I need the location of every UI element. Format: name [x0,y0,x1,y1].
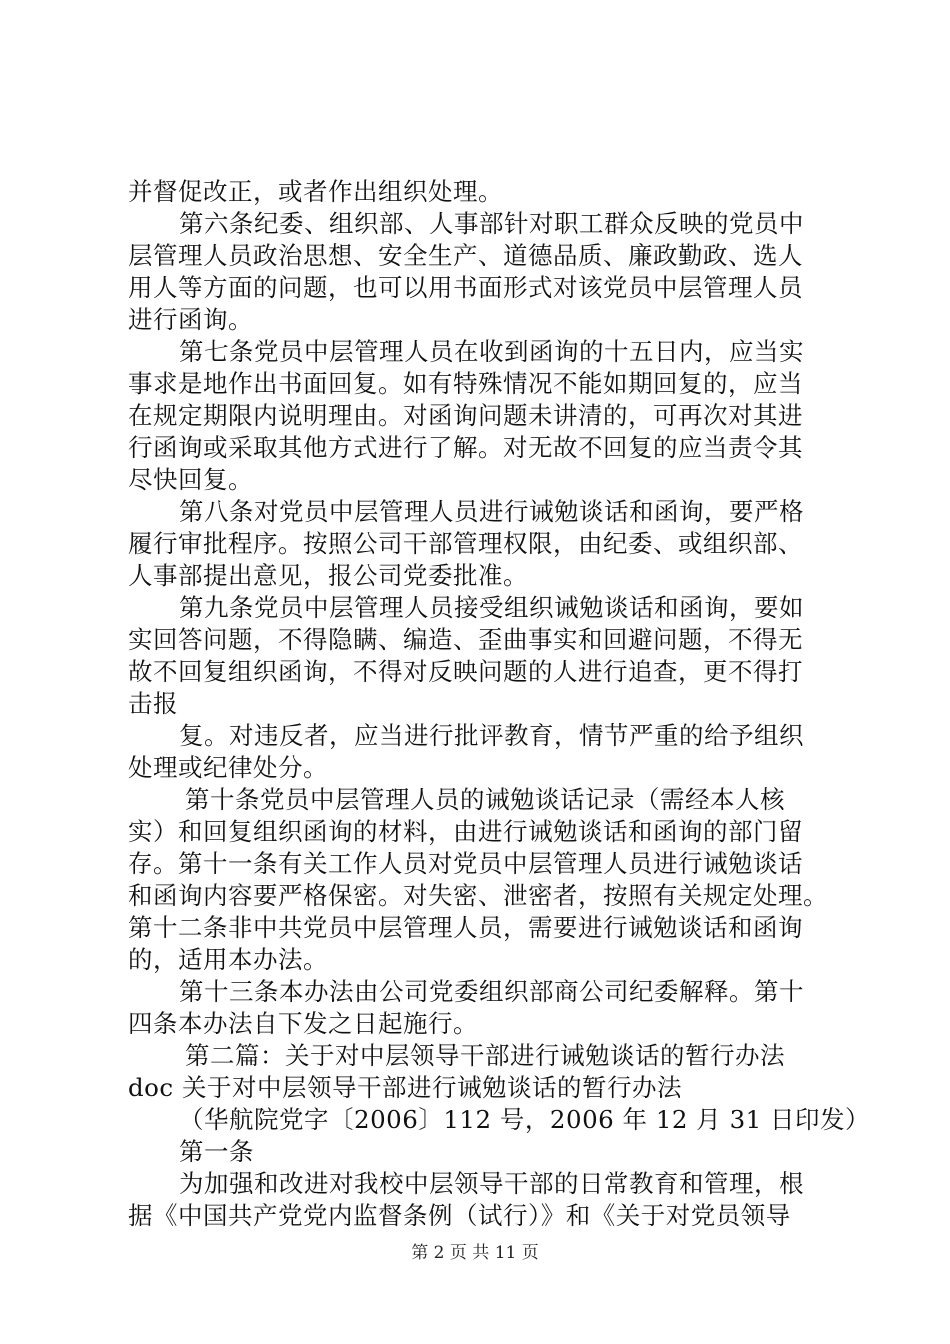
text-line: 层管理人员政治思想、安全生产、道德品质、廉政勤政、选人 [128,241,803,270]
text-line: 第八条对党员中层管理人员进行诫勉谈话和函询，要严格 [179,497,804,526]
text-line: 为加强和改进对我校中层领导干部的日常教育和管理，根 [179,1169,804,1198]
text-line: 在规定期限内说明理由。对函询问题未讲清的，可再次对其进 [128,401,803,430]
text-line: 第十二条非中共党员中层管理人员，需要进行诫勉谈话和函询 [128,913,803,942]
section-heading: 第二篇：关于对中层领导干部进行诫勉谈话的暂行办法 [185,1041,785,1070]
text-line: 并督促改正，或者作出组织处理。 [128,177,503,206]
text-line: 第七条党员中层管理人员在收到函询的十五日内，应当实 [179,337,804,366]
text-line: 人事部提出意见，报公司党委批准。 [128,561,528,590]
text-line: 存。第十一条有关工作人员对党员中层管理人员进行诫勉谈话 [128,849,803,878]
text-line: 用人等方面的问题，也可以用书面形式对该党员中层管理人员 [128,273,803,302]
text-line: 据《中国共产党党内监督条例（试行）》和《关于对党员领导 [128,1201,791,1230]
text-line: 故不回复组织函询，不得对反映问题的人进行追查，更不得打 [128,657,803,686]
text-line: 第十条党员中层管理人员的诫勉谈话记录（需经本人核 [185,785,785,814]
text-line: 和函询内容要严格保密。对失密、泄密者，按照有关规定处理。 [128,881,828,910]
text-line: 四条本办法自下发之日起施行。 [128,1009,478,1038]
section-heading-continued: doc 关于对中层领导干部进行诫勉谈话的暂行办法 [128,1073,682,1102]
text-line: 实回答问题，不得隐瞒、编造、歪曲事实和回避问题，不得无 [128,625,803,654]
text-line: 击报 [128,689,178,718]
text-line: 第十三条本办法由公司党委组织部商公司纪委解释。第十 [179,977,804,1006]
text-line: 进行函询。 [128,305,253,334]
text-line: 复。对违反者，应当进行批评教育，情节严重的给予组织 [179,721,804,750]
text-line: 处理或纪律处分。 [128,753,328,782]
text-line: 事求是地作出书面回复。如有特殊情况不能如期回复的，应当 [128,369,803,398]
text-line: 第六条纪委、组织部、人事部针对职工群众反映的党员中 [179,209,804,238]
text-line: 尽快回复。 [128,465,253,494]
article-label: 第一条 [179,1137,254,1166]
document-reference: （华航院党字〔2006〕112 号，2006 年 12 月 31 日印发） [179,1105,871,1134]
text-line: 履行审批程序。按照公司干部管理权限，由纪委、或组织部、 [128,529,803,558]
text-line: 实）和回复组织函询的材料，由进行诫勉谈话和函询的部门留 [128,817,803,846]
text-line: 的，适用本办法。 [128,945,328,974]
text-line: 行函询或采取其他方式进行了解。对无故不回复的应当责令其 [128,433,803,462]
text-line: 第九条党员中层管理人员接受组织诫勉谈话和函询，要如 [179,593,804,622]
page-number-footer: 第 2 页 共 11 页 [411,1243,539,1263]
